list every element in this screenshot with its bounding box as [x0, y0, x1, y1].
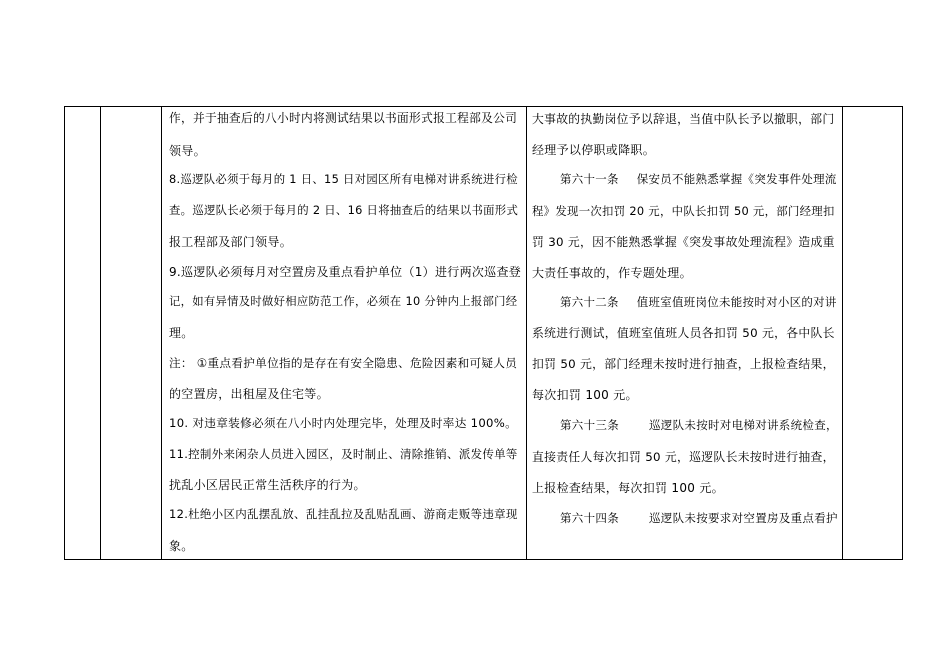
text-line: 作，并于抽查后的八小时内将测试结果以书面形式报工程部及公司: [169, 111, 518, 125]
article-heading: 第六十二条: [560, 295, 619, 309]
text-line: 理。: [169, 326, 194, 340]
text-line: 10. 对违章装修必须在八小时内处理完毕，处理及时率达 100%。: [169, 416, 518, 430]
text-line: 经理予以停职或降职。: [532, 143, 656, 157]
text-line: 11.控制外来闲杂人员进入园区，及时制止、清除推销、派发传单等: [169, 447, 518, 461]
text-line: 注： ①重点看护单位指的是存在有安全隐患、危险因素和可疑人员: [169, 356, 518, 370]
column-divider: [842, 107, 843, 559]
text-line: 8.巡逻队必须于每月的 1 日、15 日对园区所有电梯对讲系统进行检: [169, 172, 518, 186]
article-62: [532, 294, 837, 310]
text-line: 记，如有异情及时做好相应防范工作，必须在 10 分钟内上报部门经: [169, 294, 518, 308]
column-divider: [161, 107, 162, 559]
column-divider: [526, 107, 527, 559]
article-text: 值班室值班岗位未能按时对小区的对讲: [636, 295, 837, 309]
text-line: 查。巡逻队长必须于每月的 2 日、16 日将抽查后的结果以书面形式: [169, 203, 519, 217]
article-text: 巡逻队未按时对电梯对讲系统检查，: [649, 418, 838, 432]
article-64: [532, 510, 838, 526]
text-line: 大责任事故的，作专题处理。: [532, 266, 692, 280]
article-heading: 第六十四条: [560, 511, 619, 525]
text-line: 程》发现一次扣罚 20 元，中队长扣罚 50 元，部门经理扣: [532, 204, 835, 218]
text-line: 领导。: [169, 144, 206, 158]
text-line: 9.巡逻队必须每月对空置房及重点看护单位（1）进行两次巡查登: [169, 265, 522, 279]
text-line: 扣罚 50 元，部门经理未按时进行抽查，上报检查结果，: [532, 357, 835, 371]
text-line: 大事故的执勤岗位予以辞退，当值中队长予以撤职，部门: [532, 112, 835, 126]
article-61: [532, 171, 837, 187]
text-line: 每次扣罚 100 元。: [532, 388, 638, 402]
column-divider: [100, 107, 101, 559]
text-line: 扰乱小区居民正常生活秩序的行为。: [169, 478, 366, 492]
text-line: 系统进行测试，值班室值班人员各扣罚 50 元，各中队长: [532, 326, 835, 340]
text-line: 直接责任人每次扣罚 50 元，巡逻队长未按时进行抽查，: [532, 450, 835, 464]
article-heading: 第六十一条: [560, 172, 619, 186]
article-63: [532, 417, 838, 433]
rules-table: [64, 106, 903, 560]
article-text: 巡逻队未按要求对空置房及重点看护: [649, 511, 838, 525]
text-line: 罚 30 元，因不能熟悉掌握《突发事故处理流程》造成重: [532, 235, 835, 249]
article-heading: 第六十三条: [560, 418, 619, 432]
text-line: 的空置房，出租屋及住宅等。: [169, 387, 329, 401]
text-line: 报工程部及部门领导。: [169, 235, 293, 249]
text-line: 象。: [169, 539, 194, 553]
text-line: 12.杜绝小区内乱摆乱放、乱挂乱拉及乱贴乱画、游商走贩等违章现: [169, 507, 518, 521]
article-text: 保安员不能熟悉掌握《突发事件处理流: [636, 172, 837, 186]
text-line: 上报检查结果，每次扣罚 100 元。: [532, 481, 724, 495]
